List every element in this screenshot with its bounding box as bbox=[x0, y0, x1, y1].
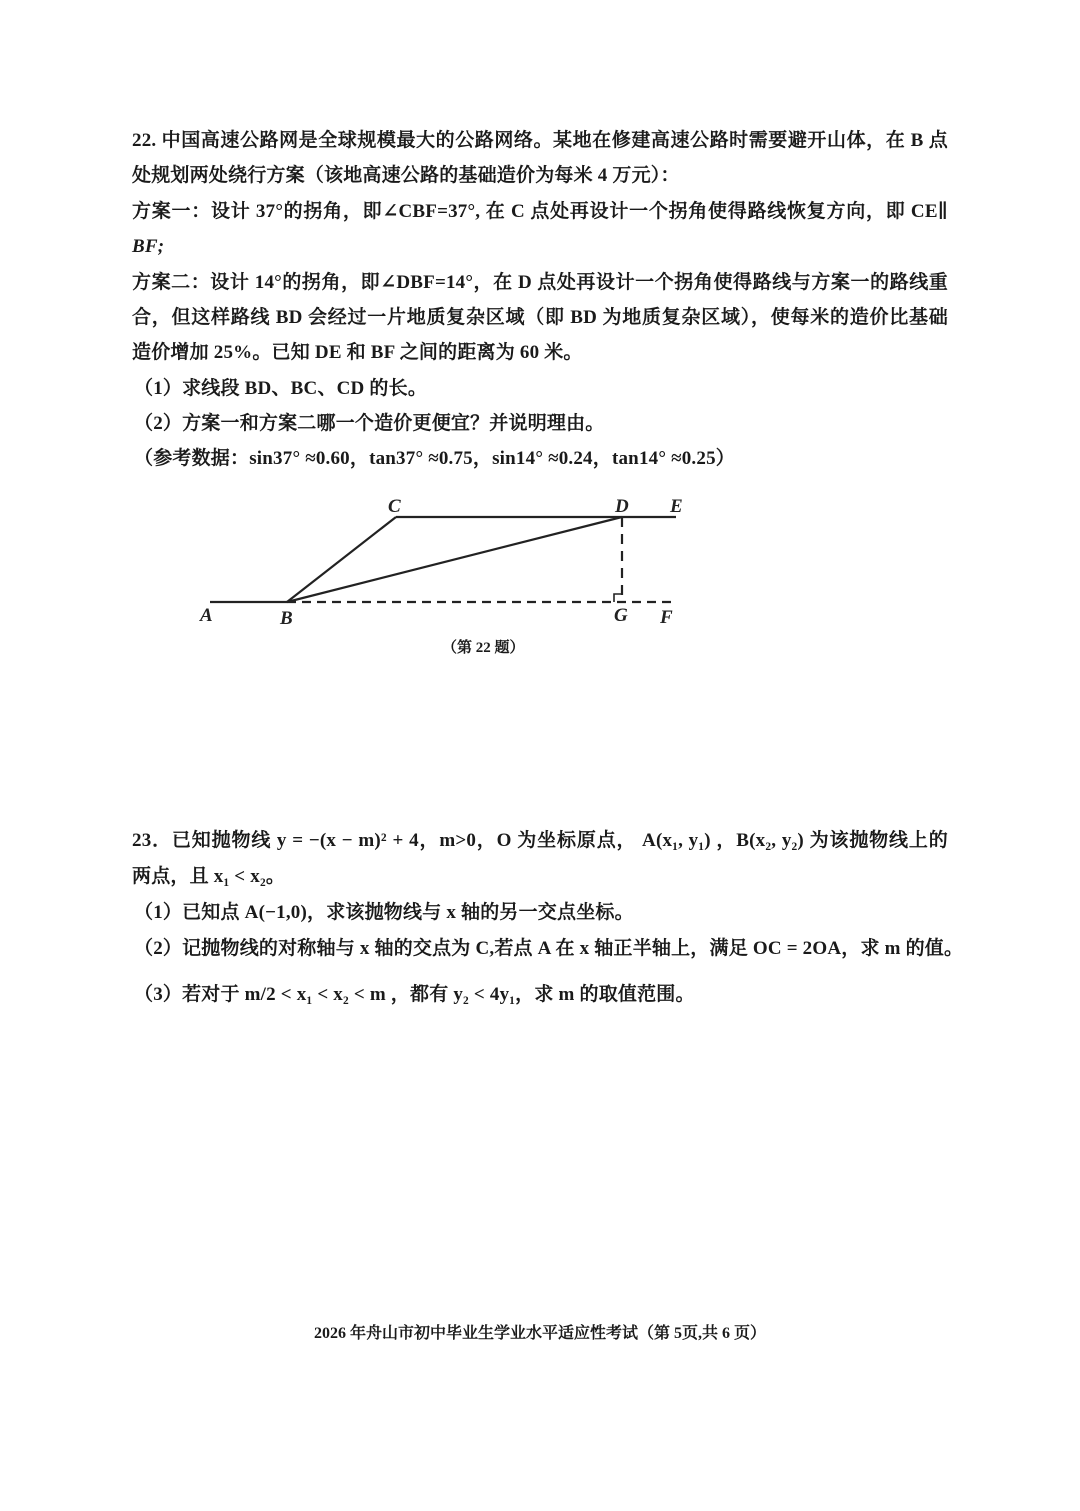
q22-line: 造价增加 25%。已知 DE 和 BF 之间的距离为 60 米。 bbox=[132, 342, 583, 363]
q22-figure bbox=[0, 0, 1080, 700]
label-E: E bbox=[670, 496, 683, 517]
q22-line: 方案一：设计 37°的拐角，即∠CBF=37°, 在 C 点处再设计一个拐角使得路线恢复方向，即 CE∥ bbox=[132, 201, 948, 222]
q22-line: 方案二：设计 14°的拐角，即∠DBF=14°，在 D 点处再设计一个拐角使得路线与方案一的路线重 bbox=[132, 272, 948, 293]
segment-BD bbox=[287, 517, 622, 602]
q22-line: 处规划两处绕行方案（该地高速公路的基础造价为每米 4 万元）： bbox=[132, 165, 680, 186]
q23-subquestion-1: （1）已知点 A(−1,0)，求该抛物线与 x 轴的另一交点坐标。 bbox=[134, 902, 634, 923]
q22-subquestion-1: （1）求线段 BD、BC、CD 的长。 bbox=[134, 378, 428, 399]
q23-line: 两点，且 x₁ < x₂。 bbox=[132, 866, 286, 887]
label-A: A bbox=[200, 605, 213, 626]
q22-subquestion-2: （2）方案一和方案二哪一个造价更便宜？并说明理由。 bbox=[134, 413, 605, 434]
q22-line: 合，但这样路线 BD 会经过一片地质复杂区域（即 BD 为地质复杂区域），使每米的造价比基础 bbox=[132, 307, 948, 328]
label-F: F bbox=[660, 607, 673, 628]
q22-reference-data: （参考数据：sin37° ≈0.60，tan37° ≈0.75，sin14° ≈0.24，tan14° ≈0.25） bbox=[134, 448, 735, 469]
q22-line: BF; bbox=[132, 236, 165, 257]
q22-line: 22. 中国高速公路网是全球规模最大的公路网络。某地在修建高速公路时需要避开山体，在 B 点 bbox=[132, 130, 948, 151]
right-angle-marker bbox=[614, 594, 622, 602]
label-C: C bbox=[388, 496, 401, 517]
q23-line: 23．已知抛物线 y = −(x − m)² + 4，m>0，O 为坐标原点， A(x₁, y₁) ，B(x₂, y₂) 为该抛物线上的 bbox=[132, 830, 948, 851]
page-footer: 2026 年舟山市初中毕业生学业水平适应性考试（第 5页,共 6 页） bbox=[313, 1325, 766, 1342]
label-D: D bbox=[615, 496, 629, 517]
figure-caption: （第 22 题） bbox=[442, 640, 525, 656]
q23-subquestion-2: （2）记抛物线的对称轴与 x 轴的交点为 C,若点 A 在 x 轴正半轴上，满足 OC = 2OA，求 m 的值。 bbox=[134, 938, 964, 959]
label-B: B bbox=[280, 608, 293, 629]
q23-subquestion-3: （3）若对于 m/2 < x₁ < x₂ < m ，都有 y₂ < 4y₁，求 m 的取值范围。 bbox=[134, 984, 695, 1005]
label-G: G bbox=[614, 605, 628, 626]
